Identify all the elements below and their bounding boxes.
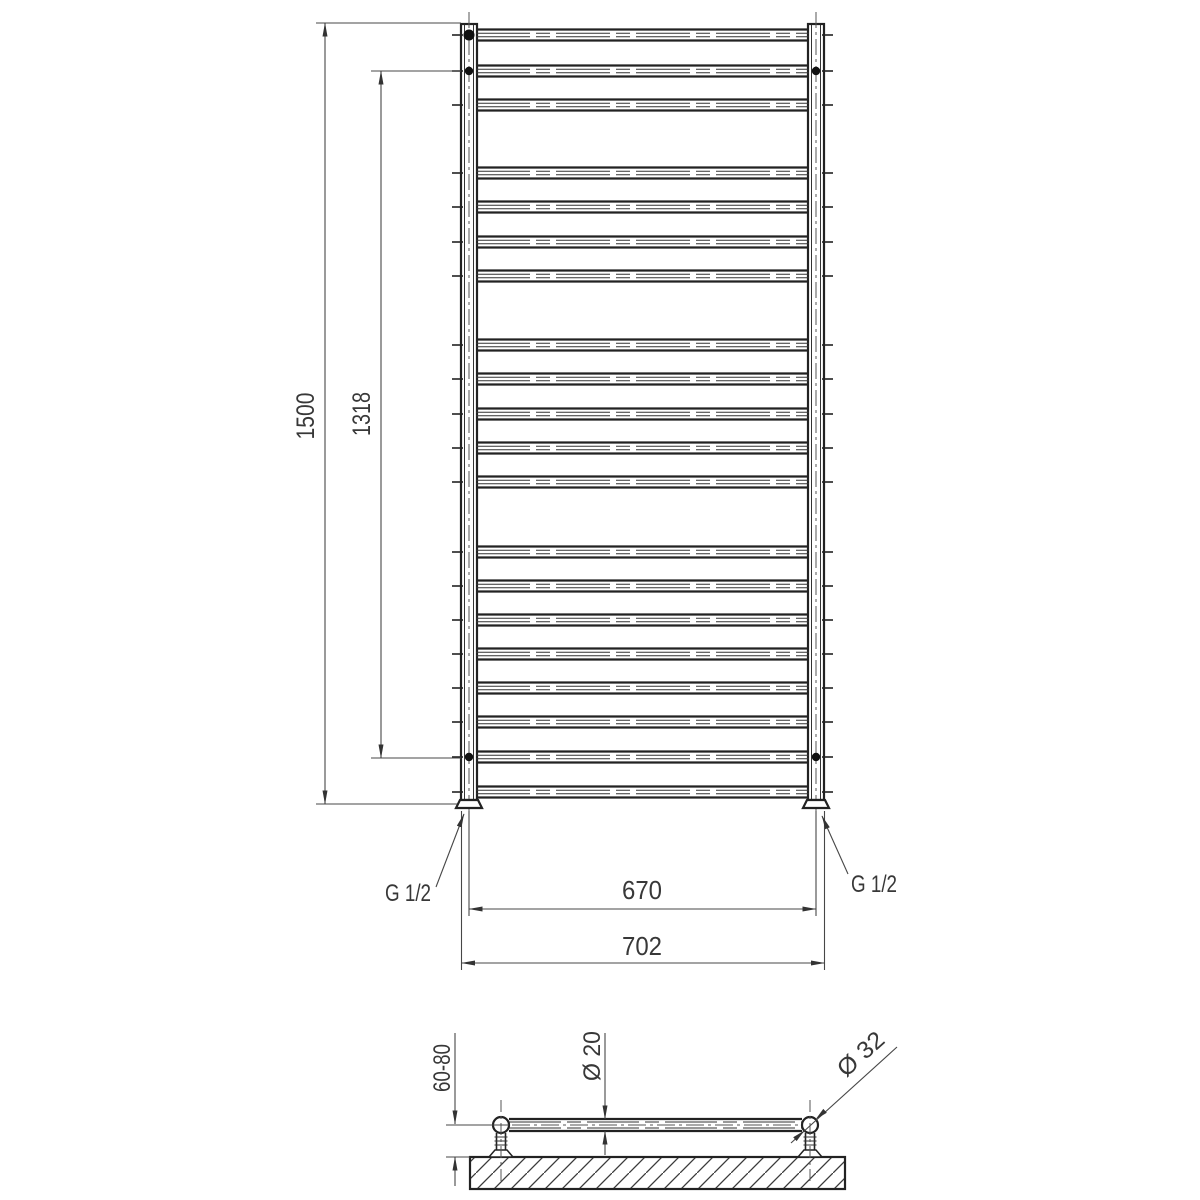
rung [452, 752, 833, 763]
rung [452, 237, 833, 248]
dim-label-height-total: 1500 [292, 383, 320, 440]
rung [452, 409, 833, 420]
mount-dot [465, 67, 473, 75]
mount-dot [464, 30, 475, 41]
rung [452, 443, 833, 454]
dimension-height-total [292, 23, 461, 804]
rung [452, 340, 833, 351]
section-view [429, 1026, 897, 1189]
dim-label-rung-diameter: Ø 20 [579, 1028, 606, 1081]
dimension-widths [462, 811, 825, 970]
thread-label-right: G 1/2 [851, 871, 897, 898]
rung [452, 581, 833, 592]
dim-label-width-total: 702 [622, 931, 662, 961]
rung [452, 477, 833, 488]
mount-dot [465, 753, 473, 761]
dim-label-height-connections: 1318 [348, 380, 376, 436]
rung [452, 374, 833, 385]
right-foot-fitting [803, 800, 829, 808]
wall-section [470, 1157, 845, 1189]
dimension-wall-distance [429, 1030, 456, 1186]
connection-callout-right [822, 816, 897, 898]
mount-dot [812, 67, 820, 75]
rung [452, 202, 833, 213]
rung [452, 717, 833, 728]
left-foot-fitting [456, 800, 482, 808]
rung [452, 168, 833, 179]
dimension-height-connections [348, 71, 461, 758]
rung [452, 547, 833, 558]
dim-label-collector-diameter: Ø 32 [831, 1027, 889, 1083]
dimension-rung-diameter [579, 1028, 606, 1155]
rung [452, 615, 833, 626]
rung [452, 271, 833, 282]
rung [452, 66, 833, 77]
front-view [292, 12, 897, 970]
rung [452, 683, 833, 694]
rungs [452, 30, 833, 798]
rung [452, 100, 833, 111]
rung [452, 787, 833, 798]
dim-label-wall-distance: 60-80 [429, 1030, 456, 1092]
rung [452, 649, 833, 660]
dim-label-width-connections: 670 [622, 875, 662, 905]
thread-label-left: G 1/2 [385, 880, 431, 907]
connection-callout-left [385, 814, 464, 907]
mount-dots [464, 30, 821, 762]
mount-dot [812, 753, 820, 761]
rung [452, 30, 833, 41]
